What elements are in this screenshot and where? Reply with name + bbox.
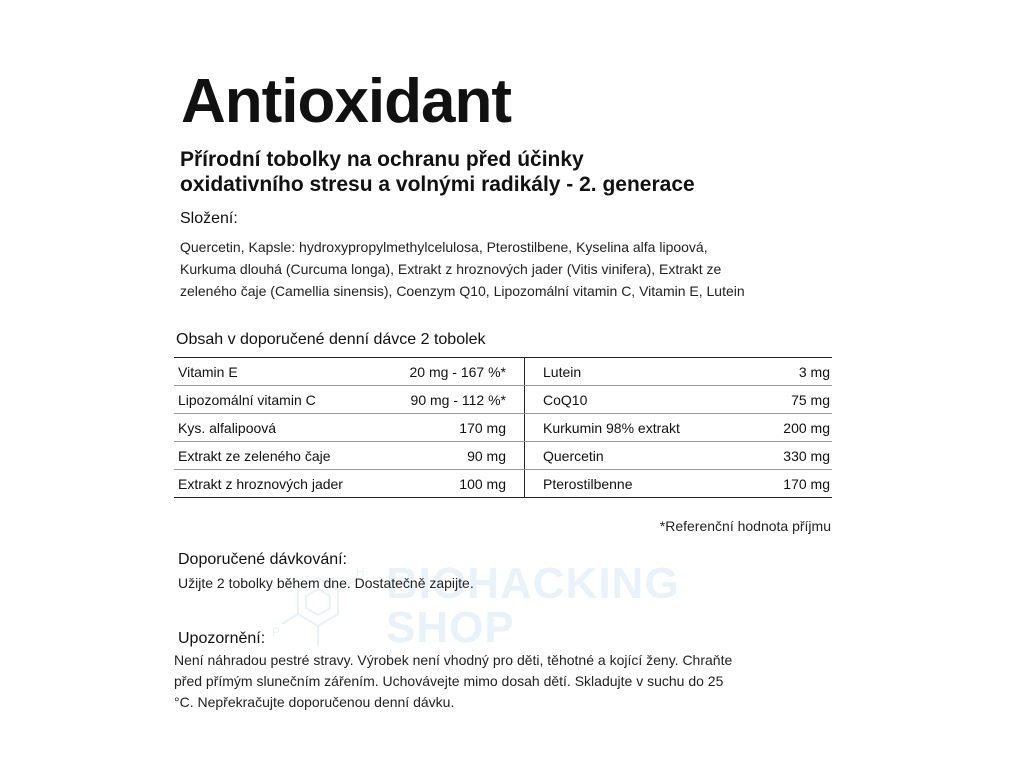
ingredient-amount: 20 mg - 167 %*	[382, 358, 516, 386]
composition-line-3: zeleného čaje (Camellia sinensis), Coenzym Q10, Lipozomální vitamin C, Vitamin E, Lutein	[180, 283, 745, 299]
reference-footnote: *Referenční hodnota příjmu	[659, 518, 831, 534]
ingredient-amount: 200 mg	[756, 414, 832, 442]
ingredient-amount: 3 mg	[756, 358, 832, 386]
subtitle-line-2: oxidativního stresu a volnými radikály - 2. generace	[180, 173, 695, 196]
warning-line-1: Není náhradou pestré stravy. Výrobek není vhodný pro děti, těhotné a kojící ženy. Chraňte	[174, 652, 733, 668]
ingredient-name: Vitamin E	[174, 358, 382, 386]
warning-text	[174, 650, 732, 713]
product-subtitle	[180, 147, 840, 197]
column-divider	[516, 358, 525, 386]
composition-text	[180, 236, 745, 302]
composition-line-1: Quercetin, Kapsle: hydroxypropylmethylcelulosa, Pterostilbene, Kyselina alfa lipoová,	[180, 239, 708, 255]
table-row	[174, 386, 832, 414]
svg-text:H: H	[356, 565, 365, 579]
ingredient-amount: 90 mg - 112 %*	[382, 386, 516, 414]
column-divider	[516, 470, 525, 498]
dosage-line: Užijte 2 tobolky během dne. Dostatečně zapijte.	[178, 575, 474, 591]
nutrition-table	[174, 357, 832, 498]
warning-line-3: °C. Nepřekračujte doporučenou denní dávku.	[174, 694, 455, 710]
ingredient-amount: 75 mg	[756, 386, 832, 414]
watermark-line-2: SHOP	[386, 603, 515, 652]
warning-heading: Upozornění:	[178, 630, 266, 647]
ingredient-name: Pterostilbenne	[543, 475, 633, 492]
column-divider	[516, 442, 525, 470]
dosage-heading: Doporučené dávkování:	[178, 551, 347, 568]
subtitle-line-1: Přírodní tobolky na ochranu před účinky	[180, 148, 584, 171]
composition-line-2: Kurkuma dlouhá (Curcuma longa), Extrakt z hroznových jader (Vitis vinifera), Extrakt ze	[180, 261, 722, 277]
warning-line-2: před přímým slunečním zářením. Uchovávejte mimo dosah dětí. Skladujte v suchu do 25	[174, 673, 724, 689]
dosage-text	[178, 572, 474, 594]
ingredient-name: Lutein	[525, 358, 756, 386]
ingredient-amount: 170 mg	[382, 414, 516, 442]
ingredient-amount: 170 mg	[783, 475, 830, 492]
ingredient-amount: 90 mg	[382, 442, 516, 470]
ingredient-name: CoQ10	[525, 386, 756, 414]
svg-text:P: P	[272, 625, 281, 639]
ingredient-amount: 330 mg	[756, 442, 832, 470]
intake-heading: Obsah v doporučené denní dávce 2 tobolek	[176, 331, 486, 348]
ingredient-amount: 100 mg	[459, 475, 506, 492]
ingredient-name: Kurkumin 98% extrakt	[525, 414, 756, 442]
ingredient-name: Kys. alfalipoová	[174, 414, 382, 442]
watermark-line-1: BIOHACKING	[386, 559, 680, 608]
table-row	[174, 470, 832, 498]
product-title: Antioxidant	[181, 67, 511, 136]
table-row	[174, 442, 832, 470]
ingredient-name: Quercetin	[525, 442, 756, 470]
ingredient-name: Lipozomální vitamin C	[174, 386, 382, 414]
column-divider	[516, 414, 525, 442]
table-row	[174, 414, 832, 442]
column-divider	[516, 386, 525, 414]
table-row	[174, 358, 832, 386]
ingredient-name: Extrakt z hroznových jader	[178, 475, 343, 492]
composition-heading: Složení:	[180, 210, 238, 227]
ingredient-name: Extrakt ze zeleného čaje	[174, 442, 382, 470]
